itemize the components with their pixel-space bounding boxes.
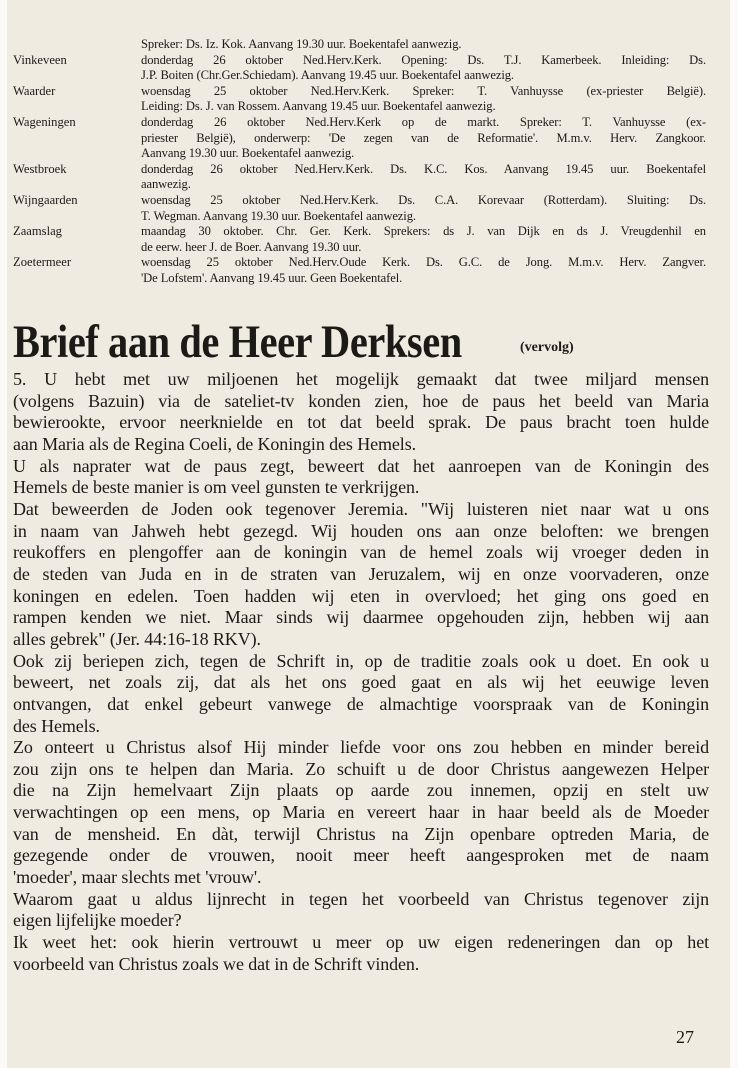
paragraph — [13, 889, 709, 932]
paragraph-line: Ook zij beriepen zich, tegen de Schrift in, op de traditie zoals ook u doet. En ook u — [13, 650, 709, 671]
paragraph-line: aan Maria als de Regina Coeli, de Koningin des Hemels. — [13, 433, 416, 454]
schedule-entry — [13, 255, 706, 286]
schedule-place: Waarder — [13, 83, 56, 98]
paragraph — [13, 932, 709, 975]
paragraph-line: alles gebrek" (Jer. 44:16-18 RKV). — [13, 628, 261, 649]
paragraph-line: koningen en edelen. Toen hadden wij eten in overvloed; het ging ons goed en — [13, 585, 709, 606]
schedule-description — [141, 224, 706, 255]
schedule-line: Spreker: Ds. Iz. Kok. Aanvang 19.30 uur. Boekentafel aanwezig. — [141, 37, 462, 51]
schedule-line: Leiding: Ds. J. van Rossem. Aanvang 19.45 uur. Boekentafel aanwezig. — [141, 99, 496, 114]
schedule-line: donderdag 26 oktober Ned.Herv.Kerk. Opening: Ds. T.J. Kamerbeek. Inleiding: Ds. — [141, 52, 706, 67]
paragraph-line: beweert, net zoals zij, dat als het ons goed gaat en als wij het eeuwige leven — [13, 672, 709, 693]
paragraph-line: Dat beweerden de Joden ook tegenover Jeremia. "Wij luisteren niet naar wat u ons — [13, 498, 709, 519]
schedule-description — [141, 115, 706, 162]
article-body — [13, 369, 709, 975]
paragraph-line: die na Zijn hemelvaart Zijn plaats op aarde zou innemen, opzij en stelt uw — [13, 780, 709, 801]
schedule-line: J.P. Boiten (Chr.Ger.Schiedam). Aanvang 19.45 uur. Boekentafel aanwezig. — [141, 68, 514, 83]
schedule-line: woensdag 25 oktober Ned.Herv.Kerk. Ds. C.A. Korevaar (Rotterdam). Sluiting: Ds. — [141, 192, 706, 207]
schedule-place: Zaamslag — [13, 224, 62, 239]
schedule-description — [141, 255, 706, 286]
paragraph-line: reukoffers en plengoffer aan de koningin van de hemel zoals wij vroeger deden in — [13, 542, 709, 563]
paragraph-line: U als naprater wat de paus zegt, beweert dat het aanroepen van de Koningin des — [13, 455, 709, 476]
paragraph-line: in naam van Jahweh hebt gezegd. Wij houden ons aan onze beloften: we brengen — [13, 520, 709, 541]
schedule-line: donderdag 26 oktober Ned.Herv.Kerk. Ds. K.C. Kos. Aanvang 19.45 uur. Boekentafel — [141, 161, 706, 176]
paragraph-line: Zo onteert u Christus alsof Hij minder liefde voor ons zou hebben en minder bereid — [13, 737, 709, 758]
schedule-entry — [13, 162, 706, 193]
schedule-description — [141, 162, 706, 193]
schedule-line: 'De Lofstem'. Aanvang 19.45 uur. Geen Boekentafel. — [141, 270, 403, 285]
schedule-entry — [13, 53, 706, 84]
paragraph-line: verwachtingen op een mens, op Maria en vereert haar in haar beeld als de Moeder — [13, 802, 709, 823]
schedule-place: Vinkeveen — [13, 52, 67, 67]
schedule-description — [141, 193, 706, 224]
schedule-line: T. Wegman. Aanvang 19.30 uur. Boekentafel aanwezig. — [141, 208, 416, 223]
schedule-entry — [13, 84, 706, 115]
page-number: 27 — [676, 1027, 694, 1047]
paragraph — [13, 499, 709, 651]
article-heading — [13, 314, 574, 370]
paragraph-line: (volgens Bazuin) via de sateliet-tv konden zien, hoe de paus het beeld van Maria — [13, 390, 709, 411]
schedule-place: Westbroek — [13, 161, 67, 176]
article-title: Brief aan de Heer Derksen — [13, 316, 462, 368]
paragraph-line: Ik weet het: ook hierin vertrouwt u meer op uw eigen redeneringen dan op het — [13, 932, 709, 953]
schedule-place: Wageningen — [13, 114, 76, 129]
schedule-line: aanwezig. — [141, 177, 191, 192]
paragraph-line: de steden van Juda en in de straten van Jeruzalem, wij en onze voorvaderen, onze — [13, 563, 709, 584]
paragraph-line: gezegende onder de vrouwen, nooit meer heeft aangesproken met de naam — [13, 845, 709, 866]
schedule-description — [141, 84, 706, 115]
schedule-line: woensdag 25 oktober Ned.Herv.Oude Kerk. Ds. G.C. de Jong. M.m.v. Herv. Zangver. — [141, 255, 706, 270]
paragraph — [13, 737, 709, 889]
paragraph-line: 5. U hebt met uw miljoenen het mogelijk gemaakt dat twee miljard mensen — [13, 369, 709, 389]
schedule-entry — [13, 115, 706, 162]
schedule-entry — [13, 193, 706, 224]
paragraph-line: bewierookte, ervoor neerknielde en tot dat beeld sprak. De paus bracht toen hulde — [13, 412, 709, 433]
schedule-line: donderdag 26 oktober Ned.Herv.Kerk op de markt. Spreker: T. Vanhuysse (ex- — [141, 114, 706, 129]
schedule-line: de eerw. heer J. de Boer. Aanvang 19.30 uur. — [141, 239, 362, 254]
schedule-line: woensdag 25 oktober Ned.Herv.Kerk. Spreker: T. Vanhuysse (ex-priester België). — [141, 83, 706, 98]
schedule-entry — [13, 37, 706, 53]
article-subtitle: (vervolg) — [520, 340, 574, 355]
schedule-place — [13, 37, 141, 53]
paragraph-line: zou zijn ons te helpen dan Maria. Zo schuift u de door Christus aangewezen Helper — [13, 758, 709, 779]
schedule-place: Zoetermeer — [13, 255, 72, 270]
paragraph — [13, 456, 709, 499]
schedule-line: priester België), onderwerp: 'De zegen van de Reformatie'. M.m.v. Herv. Zangkoor. — [141, 130, 706, 145]
schedule-entry — [13, 224, 706, 255]
paragraph-line: Hemels de beste manier is om veel gunsten te verkrijgen. — [13, 477, 420, 498]
paragraph-line: rampen kenden we niet. Maar sinds wij daarmee opgehouden zijn, hebben wij aan — [13, 607, 709, 628]
paragraph-line: van de mensheid. En dàt, terwijl Christus na Zijn openbare optreden Maria, de — [13, 823, 709, 844]
schedule-place: Wijngaarden — [13, 192, 78, 207]
paragraph-line: des Hemels. — [13, 715, 100, 736]
paragraph-line: Waarom gaat u aldus lijnrecht in tegen het voorbeeld van Christus tegenover zijn — [13, 888, 709, 909]
paragraph-line: ontvangen, dat enkel gebeurt vanwege de almachtige voorspraak van de Koningin — [13, 693, 709, 714]
meeting-schedule — [13, 37, 706, 287]
paragraph-line: voorbeeld van Christus zoals we dat in de Schrift vinden. — [13, 953, 420, 974]
paragraph — [13, 369, 709, 456]
paragraph-line: eigen lijfelijke moeder? — [13, 910, 182, 931]
schedule-line: Aanvang 19.30 uur. Boekentafel aanwezig. — [141, 146, 355, 161]
schedule-description — [141, 53, 706, 84]
schedule-line: maandag 30 oktober. Chr. Ger. Kerk. Sprekers: ds J. van Dijk en ds J. Vreugdenhil en — [141, 224, 706, 239]
paragraph — [13, 651, 709, 738]
paragraph-line: 'moeder', maar slechts met 'vrouw'. — [13, 867, 262, 888]
schedule-description — [141, 37, 706, 53]
